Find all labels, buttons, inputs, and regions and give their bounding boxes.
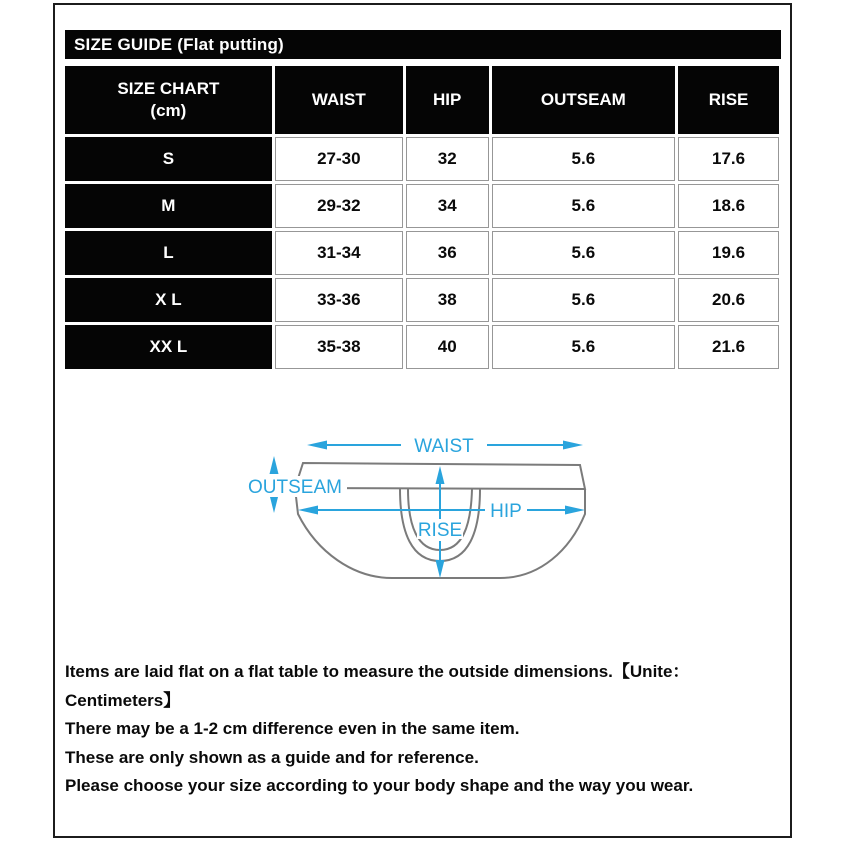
hip-arrow-left-line (316, 509, 485, 511)
hip-arrow-right-line (527, 509, 567, 511)
table-row (65, 137, 779, 181)
waist-label: WAIST (414, 436, 474, 457)
rise-value-cell: 17.6 (678, 137, 779, 181)
size-guide-title-bar (65, 30, 781, 59)
rise-value-cell: 20.6 (678, 278, 779, 322)
table-header-row (65, 66, 779, 134)
rise-arrow-up-head (436, 466, 445, 484)
rise-value-cell: 19.6 (678, 231, 779, 275)
col-header-size-line1: SIZE CHART (117, 78, 220, 98)
outseam-arrow-up-head (270, 456, 279, 474)
size-guide-title: SIZE GUIDE (Flat putting) (74, 35, 284, 54)
measurement-notes (65, 658, 777, 801)
size-chart-table (62, 63, 782, 372)
hip-label: HIP (490, 501, 522, 522)
measurement-diagram (245, 430, 605, 602)
rise-value-cell: 18.6 (678, 184, 779, 228)
size-label-cell: XX L (65, 325, 272, 369)
hip-value-cell: 34 (406, 184, 489, 228)
outseam-label: OUTSEAM (248, 477, 342, 498)
outseam-value-cell: 5.6 (492, 184, 676, 228)
outseam-value-cell: 5.6 (492, 231, 676, 275)
col-header-size-line2: (cm) (150, 101, 187, 120)
waist-value-cell: 33-36 (275, 278, 403, 322)
hip-arrow-right-head (565, 506, 585, 515)
col-header-hip: HIP (406, 66, 489, 134)
outseam-value-cell: 5.6 (492, 325, 676, 369)
size-label-cell: X L (65, 278, 272, 322)
note-line: There may be a 1-2 cm difference even in the same item. (65, 719, 520, 738)
waist-value-cell: 29-32 (275, 184, 403, 228)
rise-arrow-down-head (436, 560, 445, 578)
note-line: These are only shown as a guide and for reference. (65, 747, 479, 767)
size-label-cell: M (65, 184, 272, 228)
rise-arrow-top-line (439, 482, 441, 519)
waist-arrow-left-line (325, 444, 401, 446)
note-line: Items are laid flat on a flat table to measure the outside dimensions.【Unite：Centimeters】 (65, 662, 690, 710)
col-header-outseam: OUTSEAM (492, 66, 676, 134)
waist-value-cell: 27-30 (275, 137, 403, 181)
hip-arrow-left-head (298, 506, 318, 515)
outseam-value-cell: 5.6 (492, 137, 676, 181)
table-row (65, 184, 779, 228)
table-row (65, 278, 779, 322)
waist-arrow-right-line (487, 444, 565, 446)
hip-value-cell: 36 (406, 231, 489, 275)
rise-arrow-bottom-line (439, 541, 441, 561)
measurement-arrows (270, 441, 586, 579)
rise-value-cell: 21.6 (678, 325, 779, 369)
hip-value-cell: 38 (406, 278, 489, 322)
note-line: Please choose your size according to your body shape and the way you wear. (65, 776, 694, 795)
col-header-waist: WAIST (275, 66, 403, 134)
hip-value-cell: 40 (406, 325, 489, 369)
rise-label: RISE (417, 520, 463, 541)
size-label-cell: L (65, 231, 272, 275)
col-header-rise: RISE (678, 66, 779, 134)
table-row (65, 231, 779, 275)
hip-value-cell: 32 (406, 137, 489, 181)
size-label-cell: S (65, 137, 272, 181)
waist-arrow-right-head (563, 441, 583, 450)
col-header-size (65, 66, 272, 134)
waist-value-cell: 31-34 (275, 231, 403, 275)
table-row (65, 325, 779, 369)
waist-arrow-left-head (307, 441, 327, 450)
waist-value-cell: 35-38 (275, 325, 403, 369)
outseam-value-cell: 5.6 (492, 278, 676, 322)
